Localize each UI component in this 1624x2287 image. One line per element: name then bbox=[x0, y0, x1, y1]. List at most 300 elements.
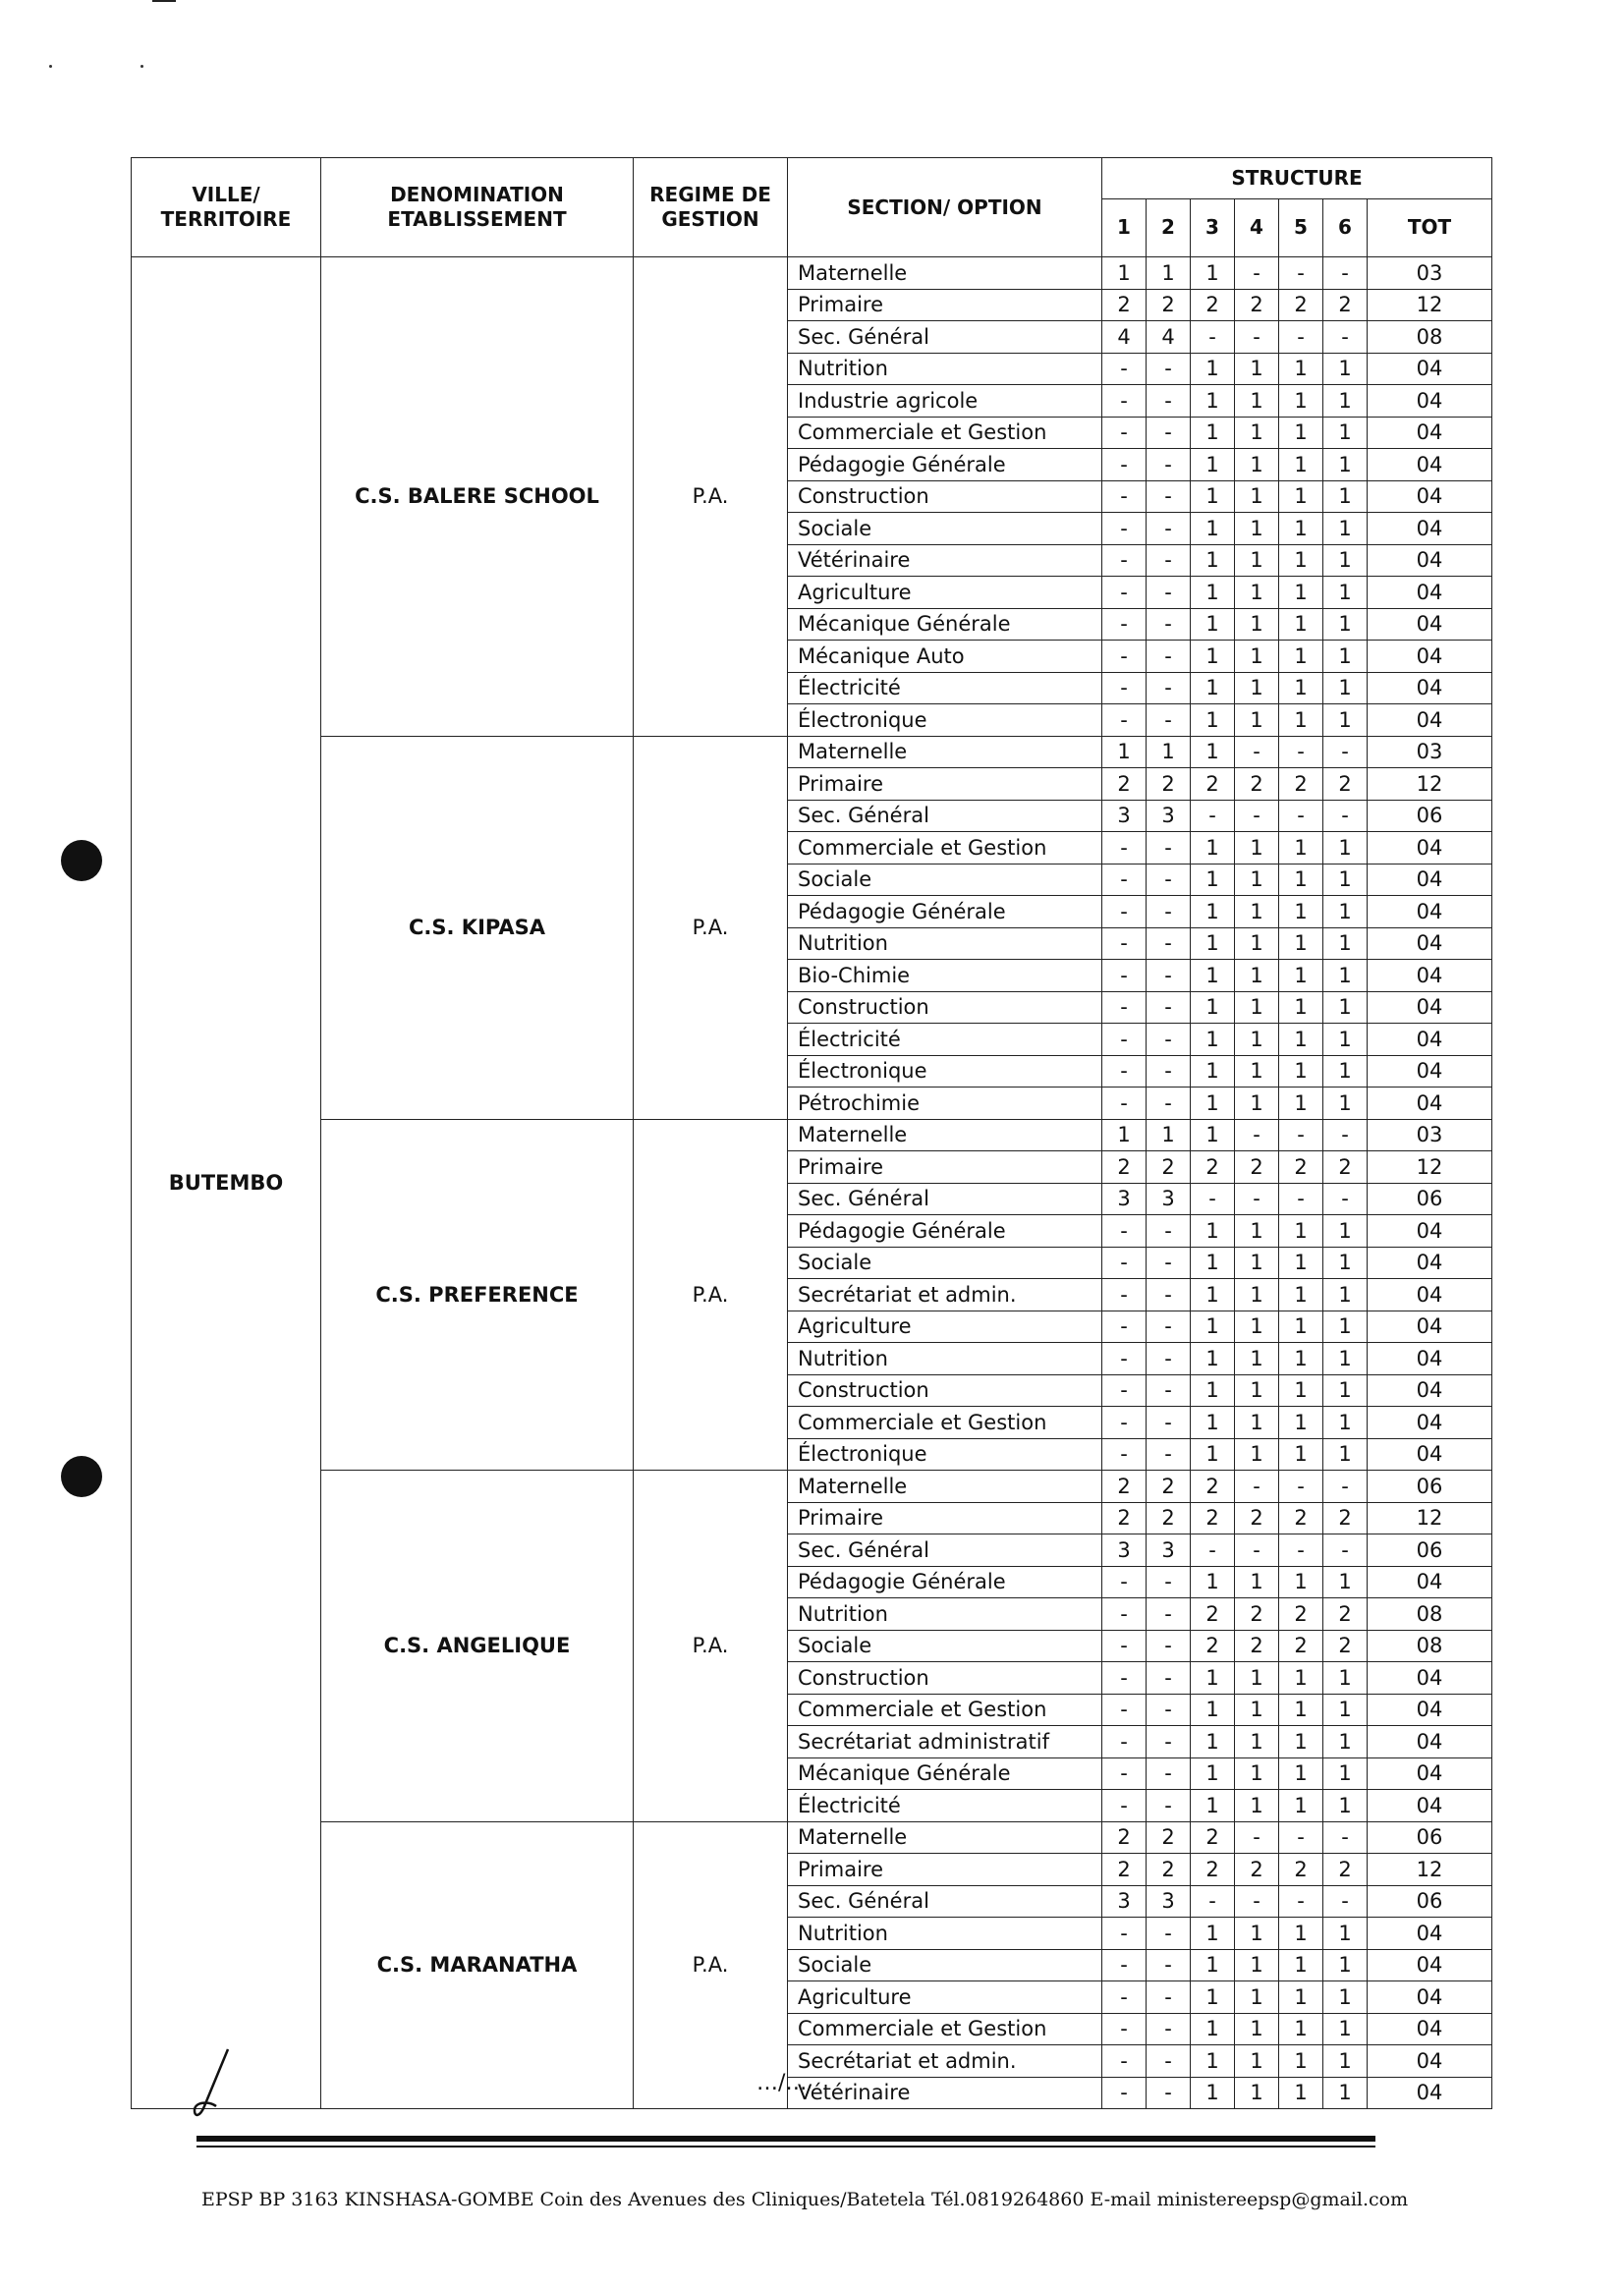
structure-cell-6: 1 bbox=[1323, 960, 1368, 992]
structure-cell-5: 1 bbox=[1279, 1981, 1323, 2014]
structure-cell-4: 1 bbox=[1235, 1247, 1279, 1279]
section-option: Commerciale et Gestion bbox=[788, 1407, 1102, 1439]
structure-cell-4: 1 bbox=[1235, 1215, 1279, 1248]
structure-cell-6: - bbox=[1323, 1119, 1368, 1151]
total-cell: 04 bbox=[1368, 864, 1492, 896]
structure-cell-1: - bbox=[1102, 2045, 1147, 2078]
structure-cell-1: - bbox=[1102, 1630, 1147, 1662]
section-option: Sociale bbox=[788, 513, 1102, 545]
total-cell: 04 bbox=[1368, 608, 1492, 641]
structure-cell-1: - bbox=[1102, 1790, 1147, 1822]
structure-cell-2: - bbox=[1147, 864, 1191, 896]
structure-cell-2: - bbox=[1147, 991, 1191, 1024]
structure-cell-2: - bbox=[1147, 1757, 1191, 1790]
structure-cell-5: 1 bbox=[1279, 896, 1323, 928]
total-cell: 04 bbox=[1368, 641, 1492, 673]
section-option: Maternelle bbox=[788, 736, 1102, 768]
structure-cell-1: 1 bbox=[1102, 736, 1147, 768]
structure-cell-6: - bbox=[1323, 1821, 1368, 1854]
structure-cell-6: 1 bbox=[1323, 1055, 1368, 1088]
structure-cell-5: 1 bbox=[1279, 1757, 1323, 1790]
structure-cell-4: 1 bbox=[1235, 417, 1279, 449]
section-option: Nutrition bbox=[788, 1598, 1102, 1631]
total-cell: 08 bbox=[1368, 1630, 1492, 1662]
scan-mark bbox=[152, 0, 176, 2]
structure-cell-1: - bbox=[1102, 896, 1147, 928]
structure-cell-4: 1 bbox=[1235, 449, 1279, 481]
table-row bbox=[132, 736, 1492, 768]
structure-cell-5: - bbox=[1279, 1183, 1323, 1215]
structure-cell-1: 2 bbox=[1102, 289, 1147, 321]
school-name: C.S. ANGELIQUE bbox=[321, 1471, 634, 1822]
structure-cell-6: 1 bbox=[1323, 864, 1368, 896]
section-option: Sec. Général bbox=[788, 1534, 1102, 1567]
header-regime: REGIME DE GESTION bbox=[634, 158, 788, 257]
structure-cell-4: 1 bbox=[1235, 1024, 1279, 1056]
structure-cell-4: 2 bbox=[1235, 1151, 1279, 1184]
section-option: Mécanique Générale bbox=[788, 608, 1102, 641]
section-option: Sec. Général bbox=[788, 1885, 1102, 1918]
structure-cell-4: 1 bbox=[1235, 1311, 1279, 1343]
structure-cell-1: - bbox=[1102, 1024, 1147, 1056]
section-option: Sociale bbox=[788, 1247, 1102, 1279]
structure-cell-5: 1 bbox=[1279, 1566, 1323, 1598]
section-option: Maternelle bbox=[788, 1119, 1102, 1151]
structure-cell-1: - bbox=[1102, 1949, 1147, 1981]
structure-cell-2: 3 bbox=[1147, 1183, 1191, 1215]
structure-cell-5: 1 bbox=[1279, 1343, 1323, 1375]
structure-cell-6: 1 bbox=[1323, 1407, 1368, 1439]
structure-cell-4: 1 bbox=[1235, 672, 1279, 704]
structure-cell-4: - bbox=[1235, 1821, 1279, 1854]
structure-cell-6: - bbox=[1323, 736, 1368, 768]
structure-cell-6: 2 bbox=[1323, 1502, 1368, 1534]
header-col-4: 4 bbox=[1235, 198, 1279, 256]
section-option: Sociale bbox=[788, 1630, 1102, 1662]
structure-cell-4: 1 bbox=[1235, 864, 1279, 896]
regime-gestion: P.A. bbox=[634, 736, 788, 1119]
structure-cell-1: - bbox=[1102, 1343, 1147, 1375]
structure-cell-4: 1 bbox=[1235, 1407, 1279, 1439]
structure-cell-6: 1 bbox=[1323, 2013, 1368, 2045]
structure-cell-3: 1 bbox=[1191, 417, 1235, 449]
structure-cell-2: 2 bbox=[1147, 1502, 1191, 1534]
header-structure: STRUCTURE bbox=[1102, 158, 1492, 199]
total-cell: 12 bbox=[1368, 1854, 1492, 1886]
structure-cell-5: 1 bbox=[1279, 544, 1323, 577]
structure-cell-4: 1 bbox=[1235, 1949, 1279, 1981]
structure-cell-3: 1 bbox=[1191, 1566, 1235, 1598]
structure-cell-5: - bbox=[1279, 1534, 1323, 1567]
structure-cell-1: - bbox=[1102, 704, 1147, 737]
structure-cell-3: 1 bbox=[1191, 1662, 1235, 1695]
regime-gestion: P.A. bbox=[634, 1471, 788, 1822]
structure-cell-5: - bbox=[1279, 321, 1323, 354]
structure-cell-3: 1 bbox=[1191, 1790, 1235, 1822]
structure-cell-4: 1 bbox=[1235, 1279, 1279, 1311]
structure-cell-4: 2 bbox=[1235, 1502, 1279, 1534]
structure-cell-4: 1 bbox=[1235, 353, 1279, 385]
section-option: Commerciale et Gestion bbox=[788, 417, 1102, 449]
structure-cell-2: - bbox=[1147, 1726, 1191, 1758]
school-name: C.S. KIPASA bbox=[321, 736, 634, 1119]
structure-cell-5: 1 bbox=[1279, 1790, 1323, 1822]
structure-cell-2: - bbox=[1147, 577, 1191, 609]
continuation-mark: …/… bbox=[756, 2071, 808, 2095]
structure-cell-4: 1 bbox=[1235, 480, 1279, 513]
structure-cell-5: 1 bbox=[1279, 417, 1323, 449]
structure-cell-3: 1 bbox=[1191, 480, 1235, 513]
structure-cell-3: 1 bbox=[1191, 2045, 1235, 2078]
total-cell: 04 bbox=[1368, 1566, 1492, 1598]
section-option: Sec. Général bbox=[788, 321, 1102, 354]
total-cell: 04 bbox=[1368, 1918, 1492, 1950]
structure-cell-4: 2 bbox=[1235, 289, 1279, 321]
structure-cell-1: - bbox=[1102, 864, 1147, 896]
total-cell: 04 bbox=[1368, 896, 1492, 928]
scan-speck bbox=[140, 65, 143, 68]
total-cell: 04 bbox=[1368, 1343, 1492, 1375]
structure-cell-3: 1 bbox=[1191, 449, 1235, 481]
structure-cell-6: 1 bbox=[1323, 449, 1368, 481]
structure-cell-6: 1 bbox=[1323, 1757, 1368, 1790]
section-option: Pédagogie Générale bbox=[788, 1215, 1102, 1248]
total-cell: 04 bbox=[1368, 704, 1492, 737]
section-option: Commerciale et Gestion bbox=[788, 2013, 1102, 2045]
table-row bbox=[132, 1471, 1492, 1503]
section-option: Électronique bbox=[788, 1438, 1102, 1471]
section-option: Pédagogie Générale bbox=[788, 449, 1102, 481]
total-cell: 04 bbox=[1368, 1247, 1492, 1279]
section-option: Agriculture bbox=[788, 577, 1102, 609]
structure-cell-6: 1 bbox=[1323, 544, 1368, 577]
structure-cell-4: - bbox=[1235, 321, 1279, 354]
structure-cell-4: 1 bbox=[1235, 1790, 1279, 1822]
structure-cell-1: - bbox=[1102, 1726, 1147, 1758]
section-option: Construction bbox=[788, 1662, 1102, 1695]
structure-cell-6: 2 bbox=[1323, 1151, 1368, 1184]
structure-cell-6: 1 bbox=[1323, 577, 1368, 609]
structure-cell-3: 1 bbox=[1191, 960, 1235, 992]
structure-cell-1: 1 bbox=[1102, 1119, 1147, 1151]
signature-mark bbox=[187, 2045, 246, 2128]
structure-cell-3: 1 bbox=[1191, 704, 1235, 737]
structure-cell-3: 1 bbox=[1191, 672, 1235, 704]
structure-cell-6: - bbox=[1323, 1471, 1368, 1503]
structure-cell-2: - bbox=[1147, 896, 1191, 928]
structure-cell-5: 1 bbox=[1279, 449, 1323, 481]
structure-cell-3: 1 bbox=[1191, 1918, 1235, 1950]
structure-cell-6: 1 bbox=[1323, 1662, 1368, 1695]
structure-cell-5: 1 bbox=[1279, 385, 1323, 418]
school-name: C.S. BALERE SCHOOL bbox=[321, 257, 634, 737]
structure-cell-4: - bbox=[1235, 1471, 1279, 1503]
structure-cell-2: - bbox=[1147, 1247, 1191, 1279]
structure-cell-2: 3 bbox=[1147, 1885, 1191, 1918]
structure-cell-6: 2 bbox=[1323, 1598, 1368, 1631]
structure-cell-1: - bbox=[1102, 1279, 1147, 1311]
section-option: Construction bbox=[788, 1374, 1102, 1407]
structure-cell-3: 1 bbox=[1191, 1055, 1235, 1088]
structure-cell-5: 2 bbox=[1279, 768, 1323, 801]
structure-cell-3: 1 bbox=[1191, 864, 1235, 896]
section-option: Primaire bbox=[788, 289, 1102, 321]
regime-gestion: P.A. bbox=[634, 257, 788, 737]
header-section-option: SECTION/ OPTION bbox=[788, 158, 1102, 257]
structure-cell-4: 1 bbox=[1235, 896, 1279, 928]
structure-cell-6: 1 bbox=[1323, 2077, 1368, 2109]
structure-cell-3: 1 bbox=[1191, 1757, 1235, 1790]
total-cell: 04 bbox=[1368, 480, 1492, 513]
structure-cell-6: - bbox=[1323, 800, 1368, 832]
section-option: Secrétariat et admin. bbox=[788, 2045, 1102, 2078]
total-cell: 04 bbox=[1368, 1311, 1492, 1343]
structure-cell-4: 2 bbox=[1235, 1630, 1279, 1662]
total-cell: 12 bbox=[1368, 768, 1492, 801]
total-cell: 04 bbox=[1368, 672, 1492, 704]
structure-cell-5: 1 bbox=[1279, 1949, 1323, 1981]
header-col-tot: TOT bbox=[1368, 198, 1492, 256]
structure-cell-6: 2 bbox=[1323, 1630, 1368, 1662]
structure-cell-1: - bbox=[1102, 577, 1147, 609]
structure-cell-5: 1 bbox=[1279, 1694, 1323, 1726]
structure-cell-5: - bbox=[1279, 1821, 1323, 1854]
structure-cell-5: 1 bbox=[1279, 1374, 1323, 1407]
structure-cell-3: 1 bbox=[1191, 544, 1235, 577]
structure-cell-3: 1 bbox=[1191, 1311, 1235, 1343]
total-cell: 06 bbox=[1368, 1885, 1492, 1918]
section-option: Pétrochimie bbox=[788, 1088, 1102, 1120]
structure-cell-2: 3 bbox=[1147, 800, 1191, 832]
structure-cell-4: - bbox=[1235, 1119, 1279, 1151]
section-option: Sociale bbox=[788, 864, 1102, 896]
structure-cell-4: 1 bbox=[1235, 1981, 1279, 2014]
structure-cell-4: 1 bbox=[1235, 1918, 1279, 1950]
structure-cell-5: 1 bbox=[1279, 704, 1323, 737]
section-option: Électronique bbox=[788, 704, 1102, 737]
structure-cell-6: 1 bbox=[1323, 1726, 1368, 1758]
section-option: Maternelle bbox=[788, 1471, 1102, 1503]
structure-cell-2: 1 bbox=[1147, 736, 1191, 768]
structure-cell-1: - bbox=[1102, 927, 1147, 960]
structure-cell-3: 2 bbox=[1191, 1151, 1235, 1184]
structure-cell-1: - bbox=[1102, 641, 1147, 673]
structure-cell-3: 1 bbox=[1191, 2077, 1235, 2109]
total-cell: 04 bbox=[1368, 1215, 1492, 1248]
section-option: Commerciale et Gestion bbox=[788, 1694, 1102, 1726]
structure-cell-1: - bbox=[1102, 2013, 1147, 2045]
structure-cell-2: - bbox=[1147, 544, 1191, 577]
structure-cell-5: 1 bbox=[1279, 832, 1323, 865]
structure-cell-2: 2 bbox=[1147, 1821, 1191, 1854]
structure-cell-5: 1 bbox=[1279, 960, 1323, 992]
structure-cell-1: 1 bbox=[1102, 257, 1147, 290]
structure-cell-2: 2 bbox=[1147, 1151, 1191, 1184]
structure-cell-2: - bbox=[1147, 1790, 1191, 1822]
structure-cell-4: 1 bbox=[1235, 544, 1279, 577]
total-cell: 12 bbox=[1368, 1502, 1492, 1534]
total-cell: 04 bbox=[1368, 2013, 1492, 2045]
structure-cell-4: 1 bbox=[1235, 960, 1279, 992]
structure-cell-1: - bbox=[1102, 832, 1147, 865]
structure-cell-4: 1 bbox=[1235, 385, 1279, 418]
structure-cell-1: 2 bbox=[1102, 1151, 1147, 1184]
structure-cell-5: 1 bbox=[1279, 2013, 1323, 2045]
scan-speck bbox=[49, 65, 52, 68]
structure-cell-5: 1 bbox=[1279, 513, 1323, 545]
footer-rule-thick bbox=[196, 2136, 1375, 2142]
structure-cell-6: - bbox=[1323, 1534, 1368, 1567]
structure-cell-6: 1 bbox=[1323, 1311, 1368, 1343]
section-option: Sec. Général bbox=[788, 800, 1102, 832]
structure-cell-1: - bbox=[1102, 1215, 1147, 1248]
structure-cell-1: 2 bbox=[1102, 1821, 1147, 1854]
structure-cell-5: 1 bbox=[1279, 641, 1323, 673]
structure-cell-6: 1 bbox=[1323, 704, 1368, 737]
structure-cell-6: 1 bbox=[1323, 641, 1368, 673]
structure-cell-3: 1 bbox=[1191, 1119, 1235, 1151]
structure-cell-3: - bbox=[1191, 1885, 1235, 1918]
structure-cell-5: 1 bbox=[1279, 2077, 1323, 2109]
structure-cell-1: - bbox=[1102, 480, 1147, 513]
structure-cell-6: 1 bbox=[1323, 832, 1368, 865]
total-cell: 04 bbox=[1368, 832, 1492, 865]
structure-cell-2: - bbox=[1147, 1918, 1191, 1950]
structure-cell-5: - bbox=[1279, 1885, 1323, 1918]
structure-cell-6: 1 bbox=[1323, 927, 1368, 960]
structure-cell-1: - bbox=[1102, 1981, 1147, 2014]
structure-cell-4: 1 bbox=[1235, 2013, 1279, 2045]
footer-address: EPSP BP 3163 KINSHASA-GOMBE Coin des Avenues des Cliniques/Batetela Tél.0819264860 E-mail ministereepsp@gmail.com bbox=[201, 2189, 1409, 2210]
section-option: Primaire bbox=[788, 1151, 1102, 1184]
total-cell: 04 bbox=[1368, 2045, 1492, 2078]
structure-cell-3: - bbox=[1191, 1534, 1235, 1567]
structure-cell-5: 1 bbox=[1279, 1726, 1323, 1758]
ville-cell: BUTEMBO bbox=[132, 257, 321, 2109]
structure-cell-4: 2 bbox=[1235, 768, 1279, 801]
footer-rule-thin bbox=[196, 2146, 1375, 2148]
structure-cell-2: - bbox=[1147, 927, 1191, 960]
total-cell: 04 bbox=[1368, 1757, 1492, 1790]
structure-cell-1: 3 bbox=[1102, 1183, 1147, 1215]
structure-cell-6: 1 bbox=[1323, 1215, 1368, 1248]
structure-cell-3: 1 bbox=[1191, 832, 1235, 865]
structure-cell-1: 3 bbox=[1102, 1534, 1147, 1567]
structure-cell-2: - bbox=[1147, 1662, 1191, 1695]
section-option: Mécanique Auto bbox=[788, 641, 1102, 673]
structure-cell-3: 2 bbox=[1191, 1598, 1235, 1631]
section-option: Primaire bbox=[788, 1502, 1102, 1534]
structure-cell-2: - bbox=[1147, 1215, 1191, 1248]
section-option: Bio-Chimie bbox=[788, 960, 1102, 992]
regime-gestion: P.A. bbox=[634, 1119, 788, 1471]
structure-cell-4: - bbox=[1235, 800, 1279, 832]
structure-cell-2: 4 bbox=[1147, 321, 1191, 354]
total-cell: 04 bbox=[1368, 1662, 1492, 1695]
total-cell: 12 bbox=[1368, 289, 1492, 321]
structure-cell-3: - bbox=[1191, 1183, 1235, 1215]
total-cell: 06 bbox=[1368, 1183, 1492, 1215]
structure-cell-5: 2 bbox=[1279, 1151, 1323, 1184]
structure-cell-4: - bbox=[1235, 257, 1279, 290]
total-cell: 04 bbox=[1368, 991, 1492, 1024]
structure-cell-1: - bbox=[1102, 960, 1147, 992]
structure-cell-2: - bbox=[1147, 960, 1191, 992]
total-cell: 03 bbox=[1368, 736, 1492, 768]
structure-cell-4: 1 bbox=[1235, 2045, 1279, 2078]
structure-cell-1: - bbox=[1102, 1918, 1147, 1950]
structure-cell-1: - bbox=[1102, 1662, 1147, 1695]
structure-cell-3: 1 bbox=[1191, 1374, 1235, 1407]
structure-cell-4: 1 bbox=[1235, 1343, 1279, 1375]
structure-cell-6: 1 bbox=[1323, 1981, 1368, 2014]
structure-cell-1: - bbox=[1102, 353, 1147, 385]
structure-cell-4: - bbox=[1235, 1885, 1279, 1918]
total-cell: 04 bbox=[1368, 353, 1492, 385]
structure-cell-6: 1 bbox=[1323, 1024, 1368, 1056]
structure-cell-6: 1 bbox=[1323, 2045, 1368, 2078]
structure-cell-1: - bbox=[1102, 1407, 1147, 1439]
structure-cell-1: - bbox=[1102, 1055, 1147, 1088]
total-cell: 06 bbox=[1368, 1471, 1492, 1503]
table-row bbox=[132, 257, 1492, 290]
structure-cell-4: 1 bbox=[1235, 927, 1279, 960]
total-cell: 03 bbox=[1368, 1119, 1492, 1151]
section-option: Agriculture bbox=[788, 1981, 1102, 2014]
structure-cell-4: - bbox=[1235, 1183, 1279, 1215]
structure-cell-5: 1 bbox=[1279, 864, 1323, 896]
structure-cell-4: 2 bbox=[1235, 1854, 1279, 1886]
structure-cell-2: 2 bbox=[1147, 1854, 1191, 1886]
section-option: Commerciale et Gestion bbox=[788, 832, 1102, 865]
structure-cell-4: 1 bbox=[1235, 991, 1279, 1024]
structure-cell-1: 2 bbox=[1102, 768, 1147, 801]
structure-cell-4: 1 bbox=[1235, 608, 1279, 641]
structure-cell-3: 1 bbox=[1191, 1694, 1235, 1726]
structure-cell-2: - bbox=[1147, 1438, 1191, 1471]
structure-cell-3: 1 bbox=[1191, 1949, 1235, 1981]
total-cell: 04 bbox=[1368, 1949, 1492, 1981]
structure-cell-4: 1 bbox=[1235, 641, 1279, 673]
total-cell: 04 bbox=[1368, 1024, 1492, 1056]
total-cell: 08 bbox=[1368, 1598, 1492, 1631]
structure-cell-6: 1 bbox=[1323, 480, 1368, 513]
section-option: Électricité bbox=[788, 1024, 1102, 1056]
structure-cell-3: 1 bbox=[1191, 1088, 1235, 1120]
structure-cell-6: 1 bbox=[1323, 1949, 1368, 1981]
structure-cell-6: 1 bbox=[1323, 385, 1368, 418]
total-cell: 04 bbox=[1368, 1088, 1492, 1120]
total-cell: 04 bbox=[1368, 1790, 1492, 1822]
structure-cell-6: 1 bbox=[1323, 1279, 1368, 1311]
structure-cell-1: - bbox=[1102, 1694, 1147, 1726]
structure-cell-1: - bbox=[1102, 385, 1147, 418]
structure-cell-4: - bbox=[1235, 736, 1279, 768]
section-option: Nutrition bbox=[788, 1918, 1102, 1950]
structure-cell-6: 1 bbox=[1323, 991, 1368, 1024]
structure-cell-6: 2 bbox=[1323, 1854, 1368, 1886]
structure-cell-5: 2 bbox=[1279, 1854, 1323, 1886]
total-cell: 06 bbox=[1368, 800, 1492, 832]
structure-cell-2: 2 bbox=[1147, 768, 1191, 801]
structure-cell-2: - bbox=[1147, 1279, 1191, 1311]
structure-cell-4: 2 bbox=[1235, 1598, 1279, 1631]
structure-cell-6: 1 bbox=[1323, 1566, 1368, 1598]
structure-cell-6: 2 bbox=[1323, 289, 1368, 321]
structure-cell-2: - bbox=[1147, 1407, 1191, 1439]
section-option: Nutrition bbox=[788, 1343, 1102, 1375]
structure-cell-2: - bbox=[1147, 480, 1191, 513]
